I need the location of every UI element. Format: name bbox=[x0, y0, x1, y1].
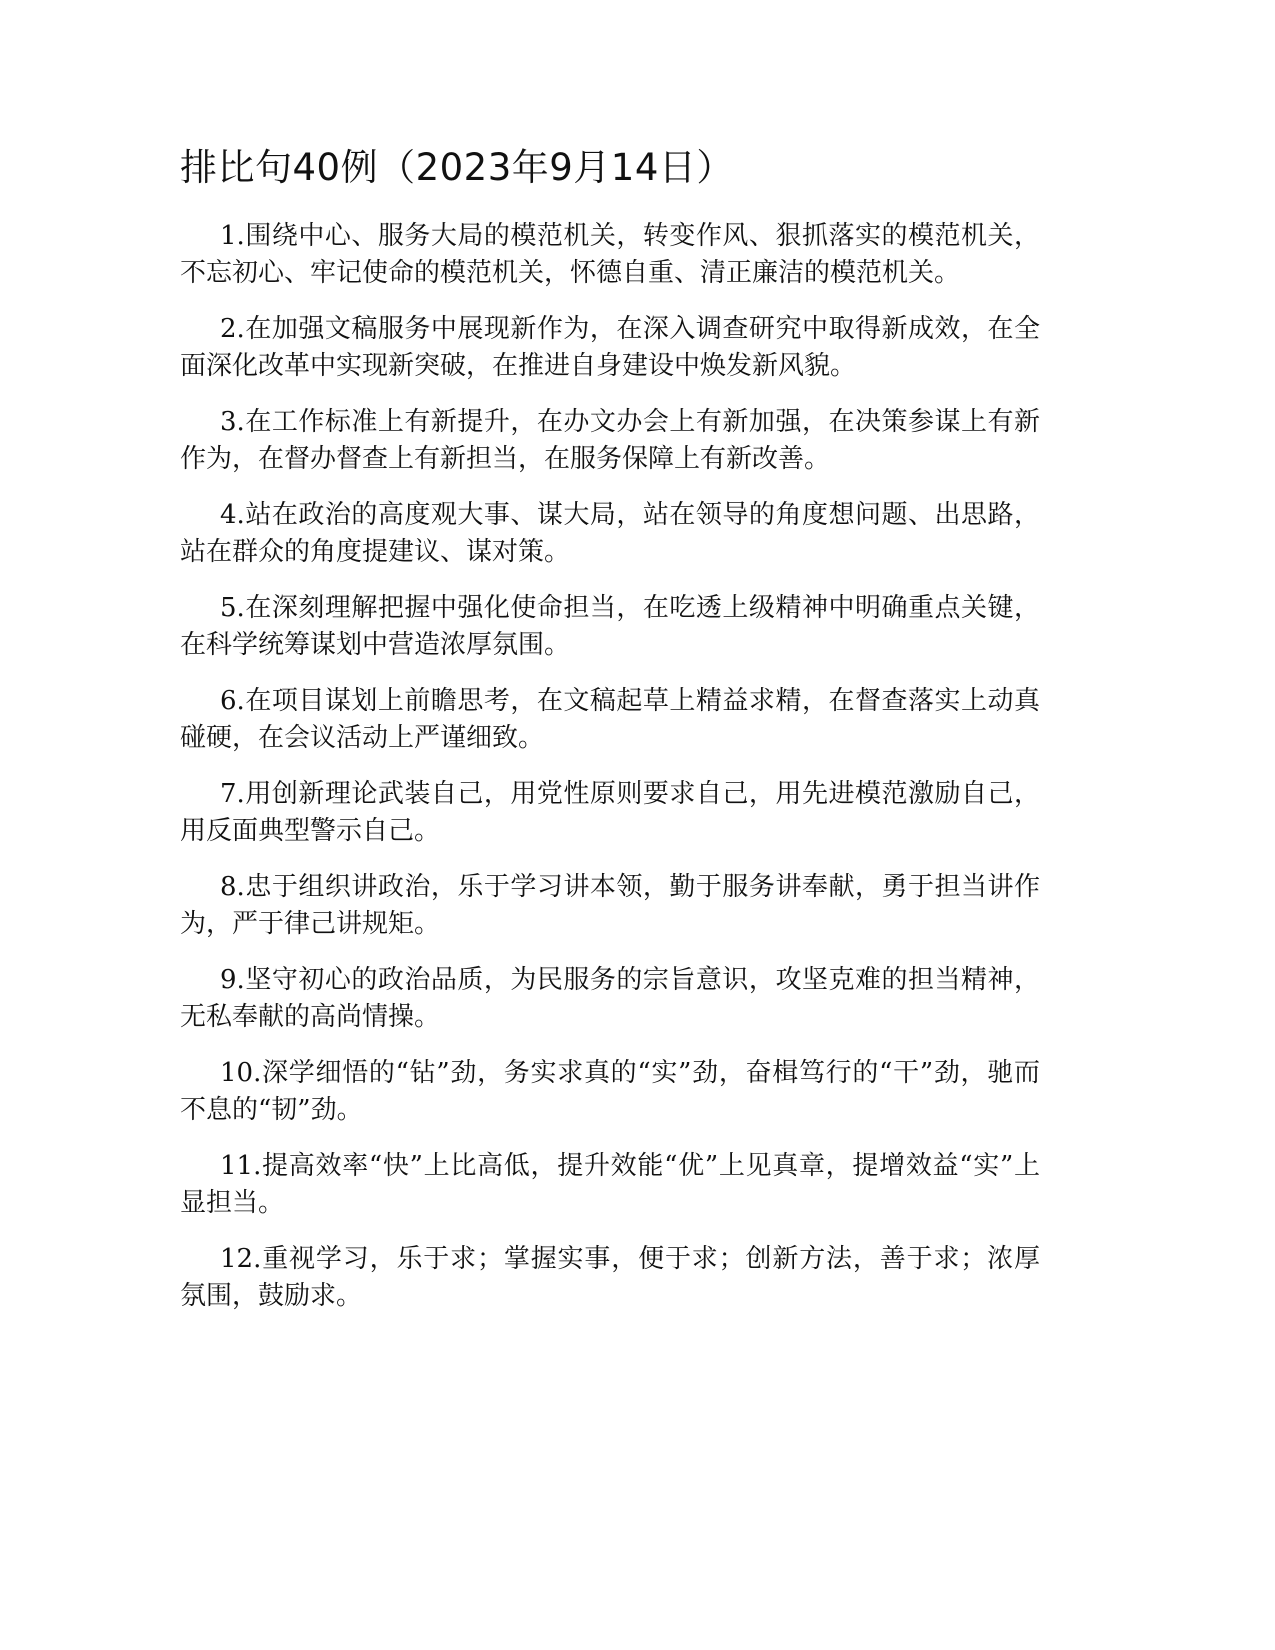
list-item: 5.在深刻理解把握中强化使命担当，在吃透上级精神中明确重点关键，在科学统筹谋划中营造浓厚氛围。 bbox=[180, 593, 1040, 660]
list-item: 8.忠于组织讲政治，乐于学习讲本领，勤于服务讲奉献，勇于担当讲作为，严于律己讲规矩。 bbox=[180, 872, 1040, 939]
list-item: 9.坚守初心的政治品质，为民服务的宗旨意识，攻坚克难的担当精神，无私奉献的高尚情操。 bbox=[180, 965, 1040, 1032]
list-item: 2.在加强文稿服务中展现新作为，在深入调查研究中取得新成效，在全面深化改革中实现新突破，在推进自身建设中焕发新风貌。 bbox=[180, 314, 1040, 381]
list-item: 3.在工作标准上有新提升，在办文办会上有新加强，在决策参谋上有新作为，在督办督查上有新担当，在服务保障上有新改善。 bbox=[180, 407, 1040, 474]
document-title: 排比句40例（2023年9月14日） bbox=[180, 146, 734, 189]
document-page bbox=[180, 142, 1040, 1334]
list-item: 7.用创新理论武装自己，用党性原则要求自己，用先进模范激励自己，用反面典型警示自己。 bbox=[180, 779, 1040, 846]
list-item: 12.重视学习，乐于求；掌握实事，便于求；创新方法，善于求；浓厚氛围，鼓励求。 bbox=[180, 1244, 1040, 1311]
list-item: 4.站在政治的高度观大事、谋大局，站在领导的角度想问题、出思路，站在群众的角度提建议、谋对策。 bbox=[180, 500, 1040, 567]
list-item: 11.提高效率“快”上比高低，提升效能“优”上见真章，提增效益“实”上显担当。 bbox=[180, 1151, 1040, 1218]
list-item: 10.深学细悟的“钻”劲，务实求真的“实”劲，奋楫笃行的“干”劲，驰而不息的“韧”劲。 bbox=[180, 1058, 1040, 1125]
list-item: 6.在项目谋划上前瞻思考，在文稿起草上精益求精，在督查落实上动真碰硬，在会议活动上严谨细致。 bbox=[180, 686, 1040, 753]
list-item: 1.围绕中心、服务大局的模范机关，转变作风、狠抓落实的模范机关，不忘初心、牢记使命的模范机关，怀德自重、清正廉洁的模范机关。 bbox=[180, 221, 1040, 288]
